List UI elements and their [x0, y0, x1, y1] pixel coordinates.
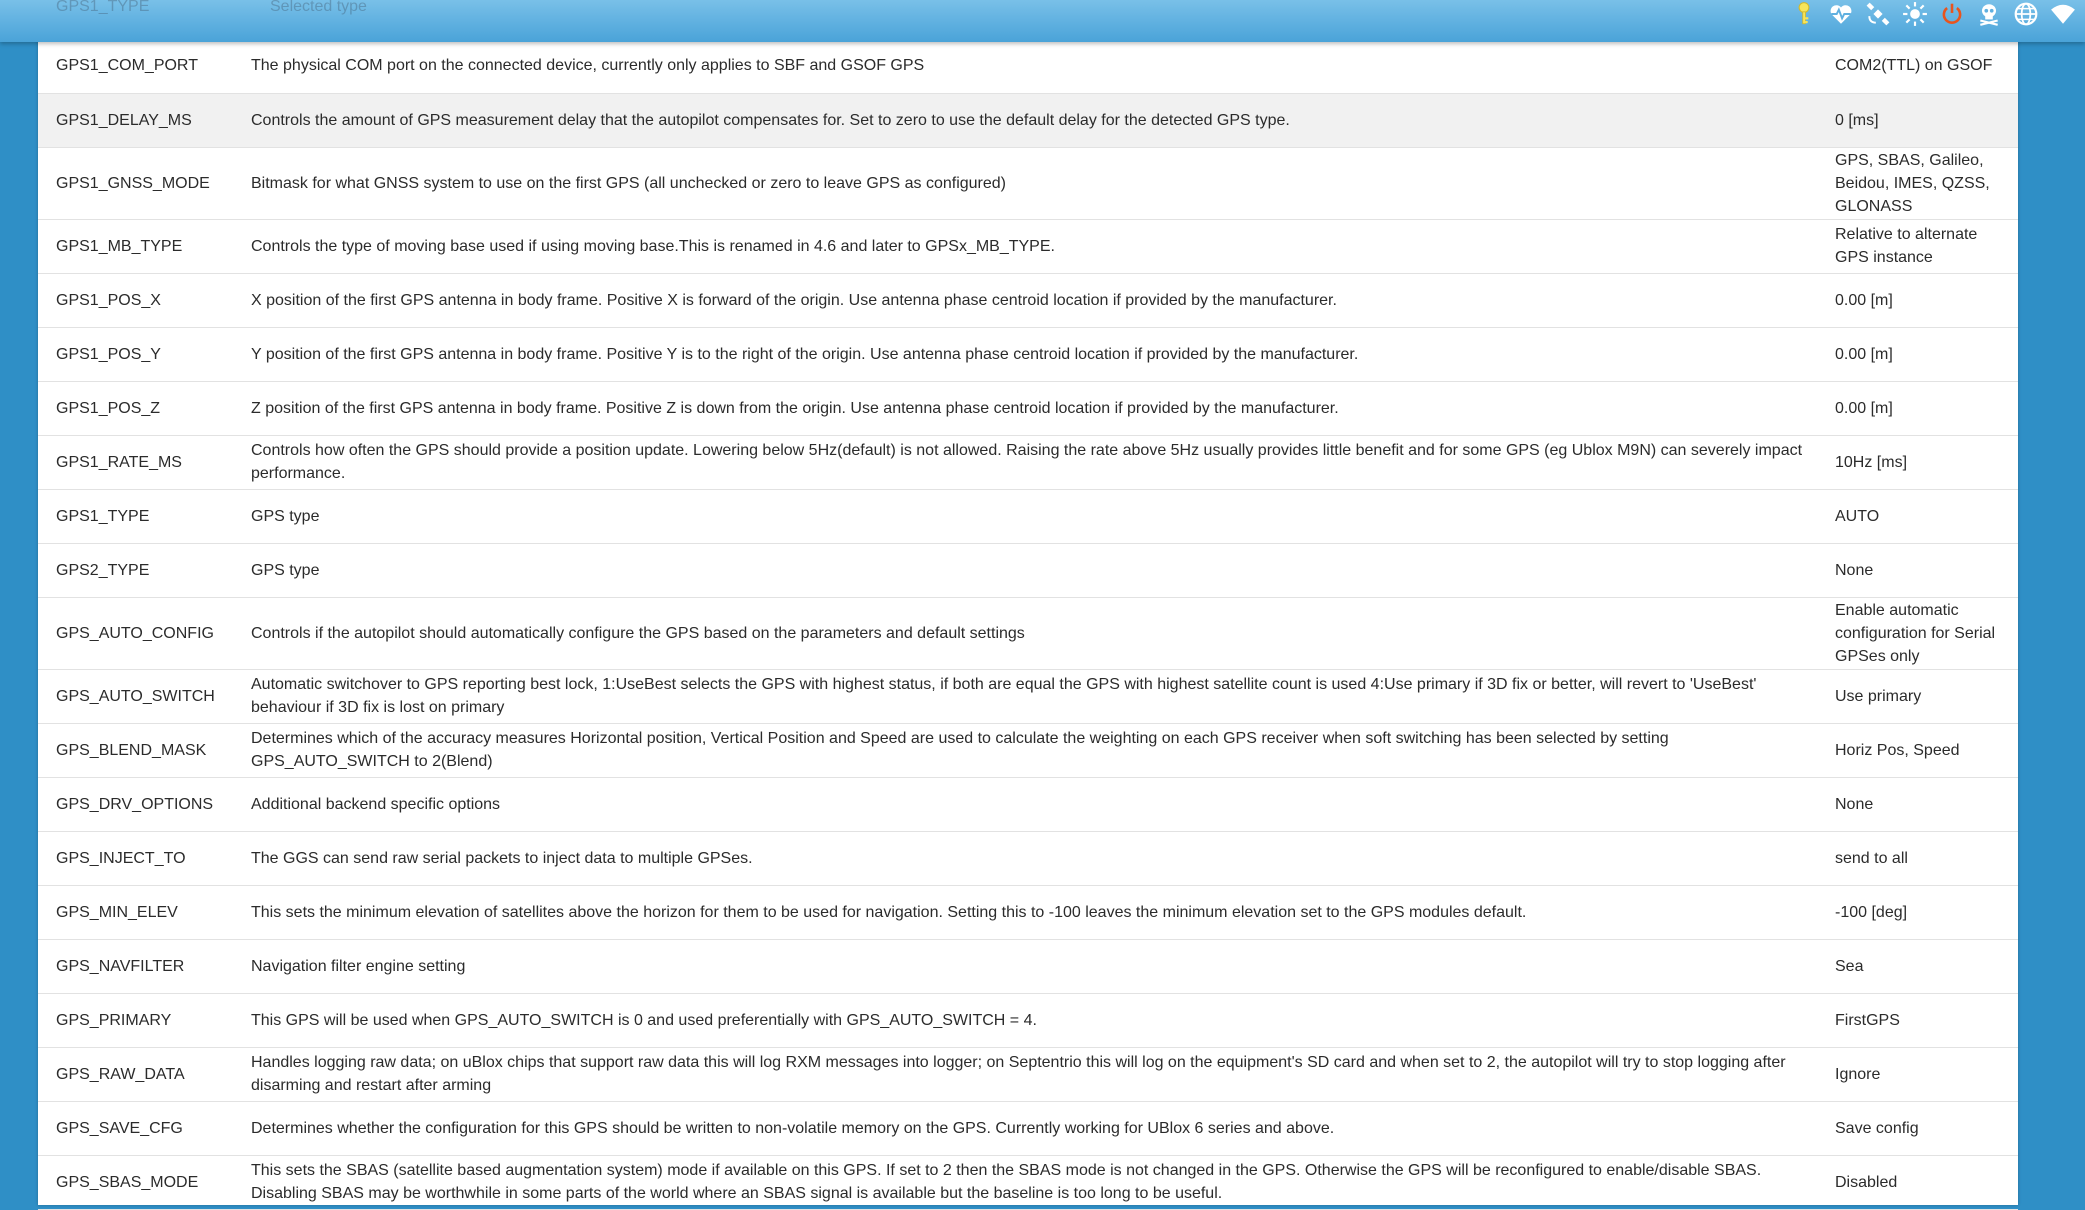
- param-description: Determines whether the configuration for this GPS should be written to non-volatile memory on the GPS. Currently working for UBlox 6 series and above.: [251, 1101, 1835, 1155]
- param-name: GPS2_TYPE: [38, 543, 251, 597]
- param-name: GPS1_RATE_MS: [38, 435, 251, 489]
- param-name: GPS_NAVFILTER: [38, 939, 251, 993]
- param-description: Bitmask for what GNSS system to use on the first GPS (all unchecked or zero to leave GPS as configured): [251, 147, 1835, 219]
- param-name: GPS1_TYPE: [38, 489, 251, 543]
- param-value[interactable]: 0.00 [m]: [1835, 273, 2018, 327]
- param-value[interactable]: Enable automatic configuration for Serial GPSes only: [1835, 597, 2018, 669]
- table-row[interactable]: [38, 327, 2018, 381]
- param-name: GPS_PRIMARY: [38, 993, 251, 1047]
- param-value[interactable]: None: [1835, 777, 2018, 831]
- param-description: Determines which of the accuracy measures Horizontal position, Vertical Position and Speed are used to calculate the weighting on each GPS receiver when soft switching has been selected by setting GPS_AUTO_SWITCH to 2(Blend): [251, 723, 1835, 777]
- table-row[interactable]: [38, 669, 2018, 723]
- param-name: GPS1_POS_Z: [38, 381, 251, 435]
- param-description: GPS type: [251, 543, 1835, 597]
- param-description: Controls if the autopilot should automatically configure the GPS based on the parameters and default settings: [251, 597, 1835, 669]
- param-value[interactable]: FirstGPS: [1835, 993, 2018, 1047]
- wifi-icon[interactable]: [2049, 0, 2077, 28]
- parameter-table: [38, 39, 2018, 1210]
- param-value[interactable]: Disabled: [1835, 1155, 2018, 1209]
- table-row[interactable]: [38, 993, 2018, 1047]
- table-row[interactable]: [38, 435, 2018, 489]
- skull-icon[interactable]: [1975, 0, 2003, 28]
- param-value[interactable]: Sea: [1835, 939, 2018, 993]
- param-description: This sets the minimum elevation of satellites above the horizon for them to be used for navigation. Setting this to -100 leaves the minimum elevation set to the GPS modules default.: [251, 885, 1835, 939]
- param-value[interactable]: GPS, SBAS, Galileo, Beidou, IMES, QZSS, GLONASS: [1835, 147, 2018, 219]
- param-value[interactable]: send to all: [1835, 831, 2018, 885]
- param-description: The physical COM port on the connected device, currently only applies to SBF and GSOF GPS: [251, 39, 1835, 93]
- param-value[interactable]: 0.00 [m]: [1835, 381, 2018, 435]
- param-name: GPS1_POS_X: [38, 273, 251, 327]
- table-row[interactable]: [38, 1101, 2018, 1155]
- param-name: GPS_SAVE_CFG: [38, 1101, 251, 1155]
- param-description: Handles logging raw data; on uBlox chips that support raw data this will log RXM messages into logger; on Septentrio this will log on the equipment's SD card and when set to 2, the autopilot will try to stop logging after disarming and restart after arming: [251, 1047, 1835, 1101]
- param-name: GPS1_MB_TYPE: [38, 219, 251, 273]
- param-value[interactable]: -100 [deg]: [1835, 885, 2018, 939]
- param-description: Z position of the first GPS antenna in body frame. Positive Z is down from the origin. Use antenna phase centroid location if provided by the manufacturer.: [251, 381, 1835, 435]
- param-name: GPS_BLEND_MASK: [38, 723, 251, 777]
- param-description: GPS type: [251, 489, 1835, 543]
- param-name: GPS_INJECT_TO: [38, 831, 251, 885]
- top-status-bar: [0, 0, 2085, 42]
- param-description: Automatic switchover to GPS reporting best lock, 1:UseBest selects the GPS with highest status, if both are equal the GPS with highest satellite count is used 4:Use primary if 3D fix or better, will revert to 'UseBest' behaviour if 3D fix is lost on primary: [251, 669, 1835, 723]
- param-value[interactable]: Ignore: [1835, 1047, 2018, 1101]
- status-icons: [1790, 0, 2077, 28]
- param-description: This GPS will be used when GPS_AUTO_SWITCH is 0 and used preferentially with GPS_AUTO_SWITCH = 4.: [251, 993, 1835, 1047]
- param-name: GPS_DRV_OPTIONS: [38, 777, 251, 831]
- param-description: Navigation filter engine setting: [251, 939, 1835, 993]
- param-description: This sets the SBAS (satellite based augmentation system) mode if available on this GPS. If set to 2 then the SBAS mode is not changed in the GPS. Otherwise the GPS will be reconfigured to enable/disable SBAS. Disabling SBAS may be worthwhile in some parts of the world where an SBAS signal is available but the baseline is too long to be useful.: [251, 1155, 1835, 1209]
- param-description: Additional backend specific options: [251, 777, 1835, 831]
- table-row[interactable]: [38, 381, 2018, 435]
- scrolled-row-desc: Selected type: [270, 0, 367, 15]
- param-description: X position of the first GPS antenna in body frame. Positive X is forward of the origin. Use antenna phase centroid location if provided by the manufacturer.: [251, 273, 1835, 327]
- table-row[interactable]: [38, 273, 2018, 327]
- sun-icon[interactable]: [1901, 0, 1929, 28]
- table-row[interactable]: [38, 543, 2018, 597]
- table-row[interactable]: [38, 1047, 2018, 1101]
- param-value[interactable]: Save config: [1835, 1101, 2018, 1155]
- power-icon[interactable]: [1938, 0, 1966, 28]
- table-row[interactable]: [38, 39, 2018, 93]
- param-value[interactable]: COM2(TTL) on GSOF: [1835, 39, 2018, 93]
- table-row[interactable]: [38, 147, 2018, 219]
- param-description: Controls how often the GPS should provide a position update. Lowering below 5Hz(default) is not allowed. Raising the rate above 5Hz usually provides little benefit and for some GPS (eg Ublox M9N) can severely impact performance.: [251, 435, 1835, 489]
- table-row[interactable]: [38, 1155, 2018, 1209]
- param-name: GPS_SBAS_MODE: [38, 1155, 251, 1209]
- param-value[interactable]: 10Hz [ms]: [1835, 435, 2018, 489]
- table-row[interactable]: [38, 597, 2018, 669]
- table-row[interactable]: [38, 939, 2018, 993]
- param-description: Y position of the first GPS antenna in body frame. Positive Y is to the right of the origin. Use antenna phase centroid location if provided by the manufacturer.: [251, 327, 1835, 381]
- heartbeat-icon[interactable]: [1827, 0, 1855, 28]
- param-description: Controls the amount of GPS measurement delay that the autopilot compensates for. Set to zero to use the default delay for the detected GPS type.: [251, 93, 1835, 147]
- param-value[interactable]: 0.00 [m]: [1835, 327, 2018, 381]
- table-row[interactable]: [38, 93, 2018, 147]
- key-icon[interactable]: [1790, 0, 1818, 28]
- table-row[interactable]: [38, 723, 2018, 777]
- param-name: GPS_MIN_ELEV: [38, 885, 251, 939]
- param-name: GPS1_DELAY_MS: [38, 93, 251, 147]
- param-value[interactable]: Use primary: [1835, 669, 2018, 723]
- param-value[interactable]: None: [1835, 543, 2018, 597]
- satellite-icon[interactable]: [1864, 0, 1892, 28]
- param-value[interactable]: Relative to alternate GPS instance: [1835, 219, 2018, 273]
- param-name: GPS1_POS_Y: [38, 327, 251, 381]
- param-description: Controls the type of moving base used if using moving base.This is renamed in 4.6 and later to GPSx_MB_TYPE.: [251, 219, 1835, 273]
- table-row[interactable]: [38, 219, 2018, 273]
- param-value[interactable]: Horiz Pos, Speed: [1835, 723, 2018, 777]
- param-value[interactable]: AUTO: [1835, 489, 2018, 543]
- param-name: GPS1_GNSS_MODE: [38, 147, 251, 219]
- globe-icon[interactable]: [2012, 0, 2040, 28]
- param-value[interactable]: 0 [ms]: [1835, 93, 2018, 147]
- param-name: GPS_AUTO_SWITCH: [38, 669, 251, 723]
- param-description: The GGS can send raw serial packets to inject data to multiple GPSes.: [251, 831, 1835, 885]
- scrolled-row-name: GPS1_TYPE: [56, 0, 150, 15]
- table-row[interactable]: [38, 489, 2018, 543]
- table-row[interactable]: [38, 777, 2018, 831]
- param-name: GPS_AUTO_CONFIG: [38, 597, 251, 669]
- param-name: GPS1_COM_PORT: [38, 39, 251, 93]
- table-row[interactable]: [38, 831, 2018, 885]
- param-name: GPS_RAW_DATA: [38, 1047, 251, 1101]
- table-row[interactable]: [38, 885, 2018, 939]
